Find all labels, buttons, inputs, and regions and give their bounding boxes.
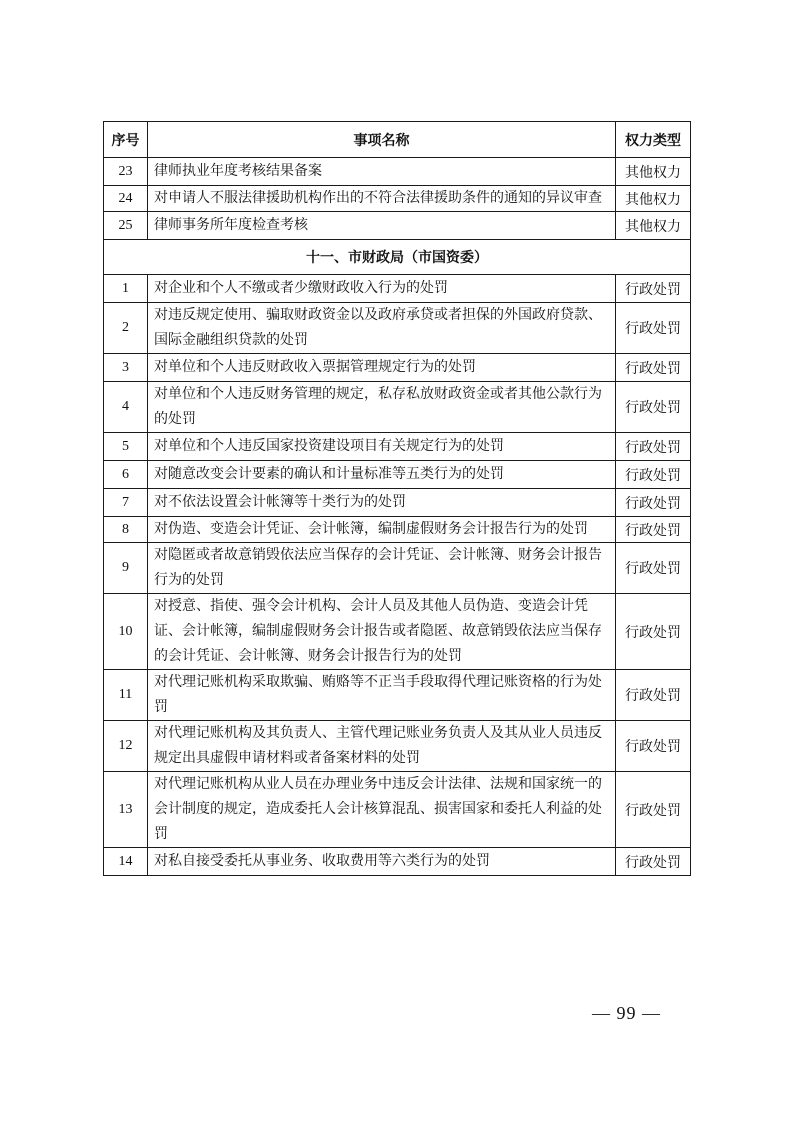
table-row [104,433,691,461]
table-row [104,517,691,543]
table-row [104,303,691,354]
row-type: 行政处罚 [616,543,691,594]
table-row [104,543,691,594]
row-name: 对随意改变会计要素的确认和计量标准等五类行为的处罚 [148,461,616,489]
row-type: 行政处罚 [616,670,691,721]
table-row [104,275,691,303]
header-name: 事项名称 [148,122,616,158]
row-type: 行政处罚 [616,433,691,461]
table-row [104,772,691,848]
row-type: 行政处罚 [616,354,691,382]
row-number: 25 [104,212,148,240]
row-name: 对伪造、变造会计凭证、会计帐簿，编制虚假财务会计报告行为的处罚 [148,517,616,543]
row-type: 行政处罚 [616,489,691,517]
section-title: 十一、市财政局（市国资委） [104,240,691,275]
row-number: 13 [104,772,148,848]
row-number: 24 [104,186,148,212]
row-number: 5 [104,433,148,461]
table-row [104,382,691,433]
row-number: 10 [104,594,148,670]
page-number: — 99 — [592,1003,661,1023]
row-type: 行政处罚 [616,517,691,543]
row-number: 12 [104,721,148,772]
row-number: 23 [104,158,148,186]
row-type: 行政处罚 [616,275,691,303]
section-row [104,240,691,275]
header-row [104,122,691,158]
row-type: 其他权力 [616,186,691,212]
row-name: 对代理记账机构从业人员在办理业务中违反会计法律、法规和国家统一的会计制度的规定，造成委托人会计核算混乱、损害国家和委托人利益的处罚 [148,772,616,848]
table-row [104,354,691,382]
row-name: 对私自接受委托从事业务、收取费用等六类行为的处罚 [148,848,616,876]
row-type: 行政处罚 [616,848,691,876]
table-row [104,158,691,186]
row-name: 对申请人不服法律援助机构作出的不符合法律援助条件的通知的异议审查 [148,186,616,212]
row-number: 2 [104,303,148,354]
table-row [104,186,691,212]
row-number: 4 [104,382,148,433]
row-type: 行政处罚 [616,382,691,433]
row-type: 行政处罚 [616,721,691,772]
table-row [104,848,691,876]
table-row [104,594,691,670]
row-name: 对隐匿或者故意销毁依法应当保存的会计凭证、会计帐簿、财务会计报告行为的处罚 [148,543,616,594]
row-number: 9 [104,543,148,594]
row-name: 对单位和个人违反国家投资建设项目有关规定行为的处罚 [148,433,616,461]
row-type: 其他权力 [616,158,691,186]
row-name: 对单位和个人违反财务管理的规定，私存私放财政资金或者其他公款行为的处罚 [148,382,616,433]
row-type: 行政处罚 [616,303,691,354]
header-number: 序号 [104,122,148,158]
row-type: 行政处罚 [616,594,691,670]
table-row [104,670,691,721]
row-number: 3 [104,354,148,382]
row-number: 6 [104,461,148,489]
header-type: 权力类型 [616,122,691,158]
row-number: 7 [104,489,148,517]
row-number: 11 [104,670,148,721]
row-number: 8 [104,517,148,543]
row-name: 律师事务所年度检查考核 [148,212,616,240]
table-row [104,212,691,240]
row-name: 对企业和个人不缴或者少缴财政收入行为的处罚 [148,275,616,303]
row-number: 1 [104,275,148,303]
row-type: 其他权力 [616,212,691,240]
row-name: 对单位和个人违反财政收入票据管理规定行为的处罚 [148,354,616,382]
row-type: 行政处罚 [616,772,691,848]
row-name: 对不依法设置会计帐簿等十类行为的处罚 [148,489,616,517]
row-name: 对违反规定使用、骗取财政资金以及政府承贷或者担保的外国政府贷款、国际金融组织贷款的处罚 [148,303,616,354]
items-table [103,121,691,876]
table-row [104,461,691,489]
row-name: 对授意、指使、强令会计机构、会计人员及其他人员伪造、变造会计凭证、会计帐簿，编制虚假财务会计报告或者隐匿、故意销毁依法应当保存的会计凭证、会计帐簿、财务会计报告行为的处罚 [148,594,616,670]
row-number: 14 [104,848,148,876]
table-row [104,489,691,517]
row-type: 行政处罚 [616,461,691,489]
table-row [104,721,691,772]
row-name: 对代理记账机构及其负责人、主管代理记账业务负责人及其从业人员违反规定出具虚假申请材料或者备案材料的处罚 [148,721,616,772]
row-name: 律师执业年度考核结果备案 [148,158,616,186]
row-name: 对代理记账机构采取欺骗、贿赂等不正当手段取得代理记账资格的行为处罚 [148,670,616,721]
